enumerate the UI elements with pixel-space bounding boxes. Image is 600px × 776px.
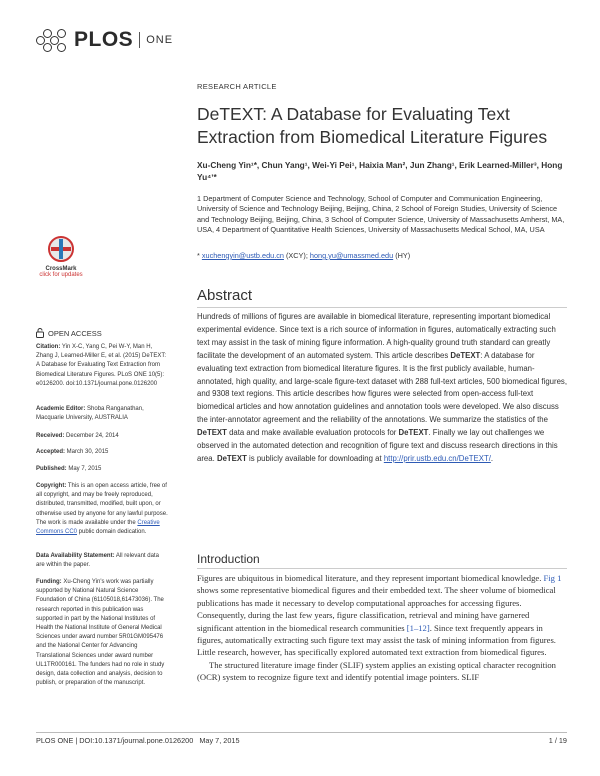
introduction-divider — [197, 568, 567, 569]
received-label: Received: — [36, 433, 65, 439]
citation-block — [36, 343, 168, 389]
abstract-text-1: Hundreds of millions of figures are available in biomedical literature, representing important biomedical experimental evidence. Since text is a rich source of information in figures, automatically extracting such text may assist in the task of mining figure information. A high-quality ground truth standard can greatly facilitate the development of an automated system. This article describes — [197, 312, 556, 360]
abstract-heading: Abstract — [197, 287, 253, 304]
editor-text: Shoba Ranganathan, Macquarie University, AUSTRALIA — [36, 406, 144, 422]
funding-text: Xu-Cheng Yin's work was partially supported by National Natural Science Foundation of China (61105018,61473036). The research reported in this publication was supported in part by the National Institutes of Health the National Institute of General Medical Sciences under award number 5R01GM095476 and the National Center for Advancing Translational Sciences under award number UL1TR000161. The funders had no role in study design, data collection and analysis, decision to publish, or preparation of the manuscript. — [36, 579, 165, 687]
email-marker: * — [197, 251, 200, 260]
intro-paragraph-2: The structured literature image finder (SLIF) system applies an existing optical character recognition (OCR) system to recognize figure text and identify potential image pointers. SLIF — [197, 659, 556, 683]
abstract-bold-3: DeTEXT — [398, 428, 429, 438]
copyright-label: Copyright: — [36, 483, 67, 489]
intro-paragraph-1 — [197, 572, 567, 659]
email-link-1[interactable]: xuchengyin@ustb.edu.cn — [201, 251, 284, 260]
citation-text: Yin X-C, Yang C, Pei W-Y, Man H, Zhang J, Learned-Miller E, et al. (2015) DeTEXT: A Database for Evaluating Text Extraction from Biomedical Literature Figures. PLoS ONE 10(5): e0126200. doi:10.1371/journal.pone.0126200 — [36, 344, 167, 387]
published-label: Published: — [36, 466, 67, 472]
citation-link[interactable]: [1–12] — [406, 622, 430, 633]
received-date: December 24, 2014 — [64, 433, 119, 439]
crossmark-title: CrossMark — [45, 266, 77, 272]
footer-divider — [36, 732, 567, 733]
accepted-block — [36, 448, 168, 457]
open-lock-icon — [36, 328, 44, 338]
copyright-text-end: public domain dedication. — [77, 529, 147, 536]
affiliations: 1 Department of Computer Science and Technology, School of Computer and Communication Engineering, University of Science and Technology Beijing, Beijing, China, 2 School of Foreign Studies, University of Science and Technology Beijing, Beijing, China, 3 School of Computer Science, University of Massachusetts Amherst, MA, USA, 4 Department of Quantitative Health Sciences, University of Massachusetts Medical School, MA, USA — [197, 194, 565, 234]
corresponding-emails — [197, 251, 567, 260]
abstract-bold-1: DeTEXT — [450, 350, 481, 360]
introduction-heading: Introduction — [197, 552, 260, 566]
abstract-text-2: : A database for evaluating text extraction from biomedical literature figures. It is the first publicly available, human-annotated, high quality, and large-scale figure-text dataset with 288 full-text articles, 500 biomedical figures, and 9308 text regions. This article describes how figures were selected from open-access full-text biomedical articles and how annotation guidelines and annotation tools were developed. We also discuss the inter-annotator agreement and the reliability of the annotations. We summarize the statistics of the — [197, 350, 567, 425]
funding-label: Funding: — [36, 579, 62, 585]
email-owner-2: (HY) — [395, 251, 411, 260]
data-availability-block — [36, 552, 168, 570]
article-type: RESEARCH ARTICLE — [197, 82, 277, 91]
footer-doi: PLOS ONE | DOI:10.1371/journal.pone.0126200 May 7, 2015 — [36, 736, 240, 745]
abstract-text-3: data and make available evaluation protocols for — [226, 428, 399, 438]
cc0-link[interactable]: Creative Commons CC0 — [36, 519, 160, 536]
abstract-bold-2: DeTEXT — [197, 428, 227, 438]
figure-1-link[interactable]: Fig 1 — [543, 573, 562, 583]
plos-brand: PLOS — [74, 28, 134, 51]
logo-divider — [139, 32, 140, 48]
received-block — [36, 432, 168, 441]
abstract-bold-4: DeTEXT — [216, 453, 247, 463]
data-availability-label: Data Availability Statement: — [36, 553, 115, 559]
email-owner-1: (XCY); — [285, 251, 308, 260]
introduction-body — [197, 572, 567, 684]
funding-block — [36, 578, 168, 688]
crossmark-subtitle: click for updates — [39, 272, 83, 278]
published-date: May 7, 2015 — [66, 466, 102, 472]
author-list: Xu-Cheng Yin¹*, Chun Yang¹, Wei-Yi Pei¹, Haixia Man², Jun Zhang¹, Erik Learned-Miller³, Hong Yu⁴ʼ* — [197, 160, 563, 182]
page-number: 1 / 19 — [548, 736, 567, 745]
journal-name: ONE — [146, 34, 174, 46]
article-title: DeTEXT: A Database for Evaluating Text Extraction from Biomedical Literature Figures — [197, 104, 548, 147]
accepted-label: Accepted: — [36, 449, 66, 455]
intro-text-2: shows some representative biomedical figures and their embedded text. The sheer volume of biomedical publications has made it necessary to develop computational approaches for accessing figures. Consequently, during the last few years, figure classification, retrieval and mining have garnered significant attention in the biomedical research communities — [197, 585, 556, 633]
citation-label: Citation: — [36, 344, 61, 350]
data-availability-text: All relevant data are within the paper. — [36, 553, 159, 569]
editor-block — [36, 405, 168, 423]
copyright-block — [36, 482, 168, 537]
abstract-divider — [197, 307, 567, 308]
abstract-text-6: . — [490, 453, 494, 463]
published-block — [36, 465, 168, 474]
open-access-label: OPEN ACCESS — [48, 328, 102, 338]
crossmark-label[interactable] — [36, 266, 86, 278]
plos-dots-icon — [36, 26, 70, 54]
intro-text-1: Figures are ubiquitous in biomedical literature, and they represent important biomedical knowledge. — [197, 573, 544, 583]
intro-text-3: . Since text frequently appears in figures, automatically extracting such figure text may assist the task of mining information from figures. Little research, however, has specifically explored automated text extraction from biomedical figures. — [197, 622, 556, 658]
open-access-badge — [36, 328, 102, 338]
editor-label: Academic Editor: — [36, 406, 86, 412]
abstract-text-4: . Finally we lay out challenges we observed in the automated detection and recognition of figure text and discuss research directions in this area. — [197, 428, 558, 463]
accepted-date: March 30, 2015 — [65, 449, 109, 455]
download-link[interactable]: http://prir.ustb.edu.cn/DeTEXT/ — [383, 453, 491, 463]
copyright-text: This is an open access article, free of all copyright, and may be freely reproduced, distributed, transmitted, modified, built upon, or otherwise used by anyone for any lawful purpose. The work is made available under the — [36, 483, 168, 526]
abstract-body — [197, 311, 567, 466]
abstract-text-5: is publicly available for downloading at — [246, 453, 384, 463]
plos-one-logo — [36, 24, 186, 56]
email-link-2[interactable]: hong.yu@umassmed.edu — [309, 251, 394, 260]
